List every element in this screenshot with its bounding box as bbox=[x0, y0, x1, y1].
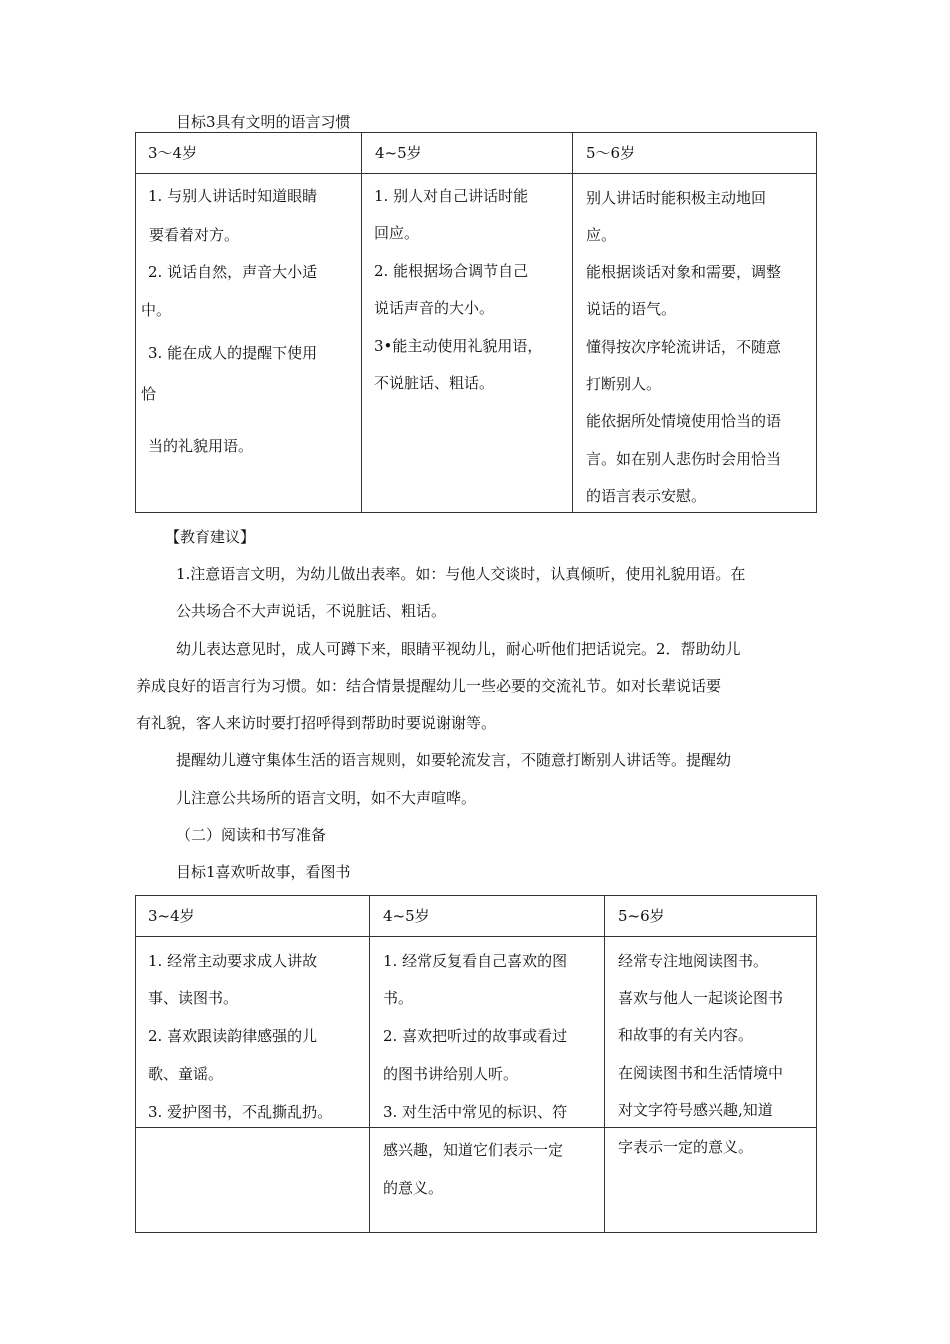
table-cell-line: 中。 bbox=[141, 301, 172, 319]
table-cell-line: 能根据谈话对象和需要，调整 bbox=[586, 263, 782, 281]
table-cell-line: 别人讲话时能积极主动地回 bbox=[586, 189, 767, 207]
table-cell-line: 要看着对方。 bbox=[149, 226, 240, 244]
advice-line: 公共场合不大声说话，不说脏话、粗话。 bbox=[176, 602, 447, 620]
table-cell-line: 1. 经常反复看自己喜欢的图 bbox=[383, 952, 568, 970]
table-border bbox=[135, 173, 817, 174]
table-cell-line: 2. 说话自然，声音大小适 bbox=[148, 263, 318, 281]
table-border bbox=[135, 132, 817, 133]
table-cell-line: 对文字符号感兴趣,知道 bbox=[618, 1101, 773, 1119]
table-border bbox=[816, 132, 817, 512]
section-heading: （二）阅读和书写准备 bbox=[176, 826, 327, 844]
table-cell-line: 字表示一定的意义。 bbox=[618, 1138, 754, 1156]
table-cell-line: 1. 别人对自己讲话时能 bbox=[374, 187, 529, 205]
table-header: 5〜6岁 bbox=[586, 144, 636, 162]
table-border bbox=[135, 895, 817, 896]
goal3-title: 目标3具有文明的语言习惯 bbox=[176, 113, 351, 131]
advice-line: 养成良好的语言行为习惯。如：结合情景提醒幼儿一些必要的交流礼节。如对长辈说话要 bbox=[136, 677, 722, 695]
table-cell-line: 3•能主动使用礼貌用语， bbox=[374, 337, 543, 355]
table-cell-line: 在阅读图书和生活情境中 bbox=[618, 1064, 784, 1082]
table-cell-line: 2. 能根据场合调节自己 bbox=[374, 262, 529, 280]
table-cell-line: 感兴趣，知道它们表示一定 bbox=[383, 1141, 564, 1159]
table-cell-line: 3. 爱护图书，不乱撕乱扔。 bbox=[148, 1103, 333, 1121]
table-cell-line: 2. 喜欢跟读韵律感强的儿 bbox=[148, 1027, 318, 1045]
advice-line: 幼儿表达意见时，成人可蹲下来，眼睛平视幼儿，耐心听他们把话说完。2．帮助幼儿 bbox=[176, 640, 741, 658]
table-border bbox=[369, 895, 370, 1232]
table-header: 3〜4岁 bbox=[148, 144, 198, 162]
table-cell-line: 的图书讲给别人听。 bbox=[383, 1065, 519, 1083]
goal1-title: 目标1喜欢听故事，看图书 bbox=[176, 863, 351, 881]
table-header: 4~5岁 bbox=[375, 144, 422, 162]
table-cell-line: 不说脏话、粗话。 bbox=[374, 374, 495, 392]
table-cell-line: 说话声音的大小。 bbox=[374, 299, 495, 317]
table-cell-line: 的语言表示安慰。 bbox=[586, 487, 707, 505]
table-cell-line: 3. 对生活中常见的标识、符 bbox=[383, 1103, 568, 1121]
advice-line: 1.注意语言文明，为幼儿做出表率。如：与他人交谈时，认真倾听，使用礼貌用语。在 bbox=[176, 565, 746, 583]
table-border bbox=[604, 895, 605, 1232]
table-border bbox=[135, 936, 817, 937]
table-header: 5~6岁 bbox=[618, 907, 665, 925]
table-cell-line: 恰 bbox=[141, 385, 157, 403]
table-border bbox=[816, 895, 817, 1232]
table-cell-line: 和故事的有关内容。 bbox=[618, 1026, 754, 1044]
table-cell-line: 事、读图书。 bbox=[148, 989, 239, 1007]
table-border bbox=[135, 1232, 817, 1233]
advice-line: 有礼貌，客人来访时要打招呼得到帮助时要说谢谢等。 bbox=[136, 714, 497, 732]
table-border bbox=[135, 512, 817, 513]
table-border bbox=[135, 895, 136, 1232]
table-cell-line: 能依据所处情境使用恰当的语 bbox=[586, 412, 782, 430]
table-header: 4~5岁 bbox=[383, 907, 430, 925]
table-cell-line: 书。 bbox=[383, 989, 414, 1007]
table-cell-line: 喜欢与他人一起谈论图书 bbox=[618, 989, 784, 1007]
advice-line: 提醒幼儿遵守集体生活的语言规则，如要轮流发言，不随意打断别人讲话等。提醒幼 bbox=[176, 751, 732, 769]
table-cell-line: 打断别人。 bbox=[586, 375, 662, 393]
advice-line: 儿注意公共场所的语言文明，如不大声喧哗。 bbox=[176, 789, 477, 807]
table-cell-line: 3. 能在成人的提醒下使用 bbox=[148, 344, 318, 362]
table-cell-line: 经常专注地阅读图书。 bbox=[618, 952, 769, 970]
table-border bbox=[135, 1127, 817, 1128]
table-cell-line: 1. 经常主动要求成人讲故 bbox=[148, 952, 318, 970]
table-cell-line: 言。如在别人悲伤时会用恰当 bbox=[586, 450, 782, 468]
advice-heading: 【教育建议】 bbox=[165, 528, 256, 546]
table-cell-line: 懂得按次序轮流讲话，不随意 bbox=[586, 338, 782, 356]
table-cell-line: 应。 bbox=[586, 226, 617, 244]
table-border bbox=[572, 132, 573, 512]
table-cell-line: 当的礼貌用语。 bbox=[148, 437, 254, 455]
table-border bbox=[135, 132, 136, 512]
table-cell-line: 说话的语气。 bbox=[586, 300, 677, 318]
table-cell-line: 2. 喜欢把听过的故事或看过 bbox=[383, 1027, 568, 1045]
table-cell-line: 1. 与别人讲话时知道眼睛 bbox=[148, 187, 318, 205]
table-cell-line: 回应。 bbox=[374, 224, 420, 242]
table-header: 3~4岁 bbox=[148, 907, 195, 925]
table-cell-line: 的意义。 bbox=[383, 1179, 444, 1197]
table-cell-line: 歌、童谣。 bbox=[148, 1065, 224, 1083]
table-border bbox=[361, 132, 362, 512]
